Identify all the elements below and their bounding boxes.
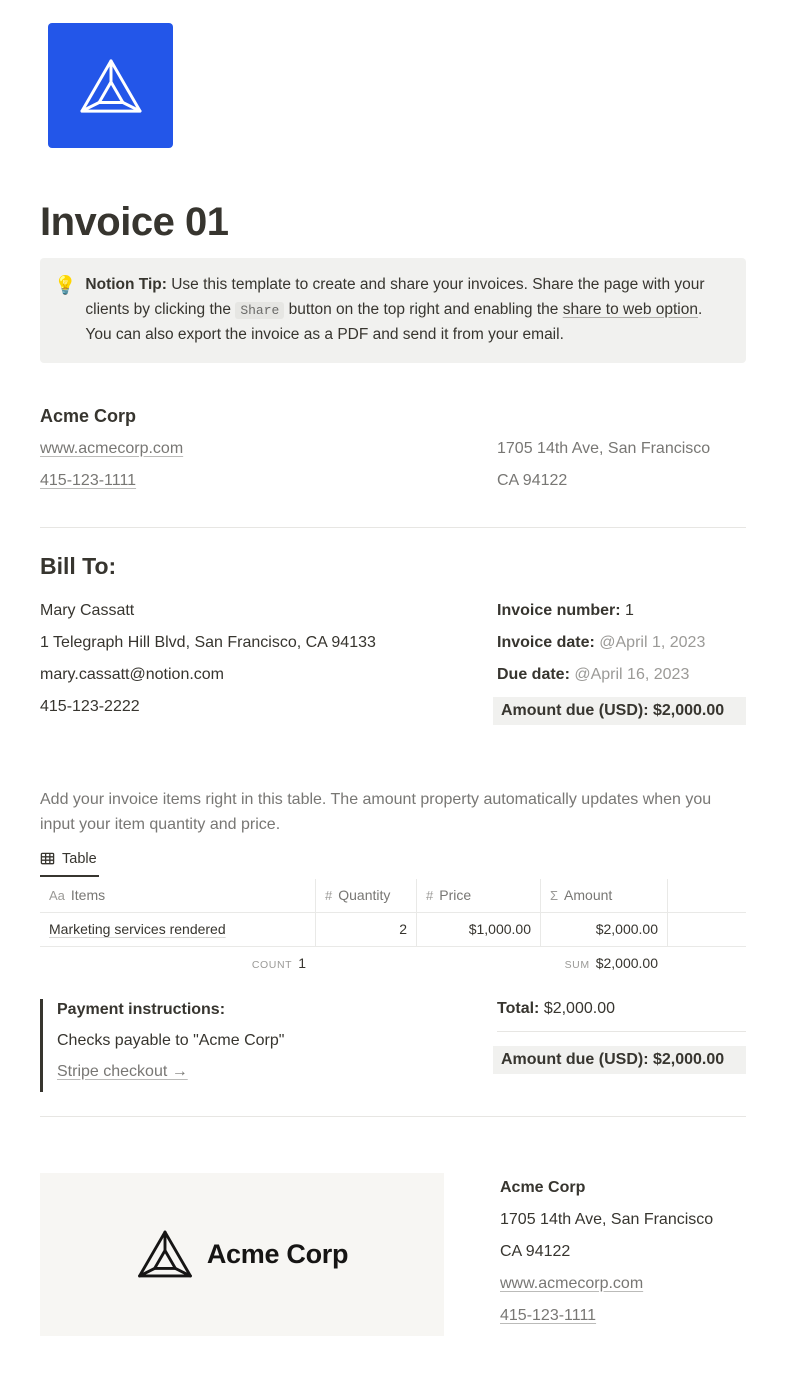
company-address-line1: 1705 14th Ave, San Francisco	[497, 439, 711, 457]
text-property-icon: Aa	[49, 887, 65, 903]
column-header-empty[interactable]	[667, 879, 746, 913]
payment-instructions-line: Checks payable to "Acme Corp"	[57, 1031, 285, 1049]
page-icon[interactable]	[48, 23, 173, 148]
due-date-mention[interactable]: @April 16, 2023	[574, 665, 690, 683]
callout-text-3: . You can also export the invoice as a PDF and send it from your email.	[85, 300, 703, 343]
table-description: Add your invoice items right in this table. The amount property automatically updates when you input your item quantity and price.	[40, 790, 712, 833]
table-row-cell-amount[interactable]: $2,000.00	[540, 913, 667, 947]
view-tab-bar	[40, 849, 746, 877]
count-calculation[interactable]	[40, 955, 315, 979]
column-header-amount[interactable]	[540, 879, 667, 913]
table-row-cell-items[interactable]	[40, 913, 315, 947]
page-title: Invoice 01	[40, 200, 229, 244]
company-address-line2: CA 94122	[497, 471, 568, 489]
footer-company-details	[500, 1173, 713, 1338]
totals-column	[497, 999, 746, 1092]
number-property-icon: #	[325, 887, 333, 903]
total-value: $2,000.00	[543, 999, 615, 1017]
notion-tip-callout	[40, 258, 746, 363]
column-label: Amount	[564, 887, 613, 903]
client-address: 1 Telegraph Hill Blvd, San Francisco, CA 94133	[40, 633, 376, 651]
due-date-row	[497, 665, 746, 685]
penrose-triangle-icon	[78, 56, 144, 116]
amount-due-label: Amount due (USD):	[501, 701, 649, 719]
footer-address-line1: 1705 14th Ave, San Francisco	[500, 1210, 714, 1228]
table-row-cell-empty[interactable]	[667, 913, 746, 947]
divider	[497, 1031, 746, 1032]
table-grid-icon	[40, 851, 55, 866]
bill-to-details	[40, 601, 746, 737]
invoice-number-label: Invoice number:	[497, 601, 621, 619]
sum-value: $2,000.00	[595, 954, 658, 971]
client-email: mary.cassatt@notion.com	[40, 665, 225, 683]
invoice-number-row	[497, 601, 746, 621]
number-property-icon: #	[426, 887, 434, 903]
amount-due-value: $2,000.00	[652, 701, 725, 719]
callout-text	[85, 273, 730, 348]
column-label: Price	[439, 887, 472, 903]
payment-instructions-label: Payment instructions:	[57, 1000, 226, 1018]
company-name-heading: Acme Corp	[40, 405, 137, 426]
amount-due-final-row	[493, 1046, 746, 1074]
company-phone-link[interactable]: 415-123-1111	[40, 471, 137, 489]
invoice-date-label: Invoice date:	[497, 633, 595, 651]
column-label: Items	[70, 887, 106, 903]
client-name: Mary Cassatt	[40, 601, 135, 619]
tab-table-view[interactable]	[40, 849, 99, 877]
count-value: 1	[298, 954, 306, 971]
invoice-date-mention[interactable]: @April 1, 2023	[599, 633, 706, 651]
column-label: Quantity	[338, 887, 391, 903]
invoice-number-value: 1	[625, 601, 634, 619]
total-row	[497, 999, 746, 1019]
footer-address-line2: CA 94122	[500, 1242, 571, 1260]
share-button-code: Share	[235, 302, 284, 319]
payment-section	[40, 999, 746, 1092]
amount-due-final-label: Amount due (USD):	[501, 1050, 649, 1068]
sum-label: SUM	[564, 958, 590, 971]
table-calculations	[40, 947, 746, 979]
count-label: COUNT	[251, 958, 293, 971]
bill-to-heading: Bill To:	[40, 552, 117, 579]
company-logo-image	[40, 1173, 444, 1336]
company-details	[40, 439, 746, 503]
invoice-page	[0, 23, 794, 1338]
tab-table-label: Table	[62, 850, 97, 867]
column-header-price[interactable]	[416, 879, 540, 913]
amount-due-final-value: $2,000.00	[652, 1050, 725, 1068]
divider	[40, 527, 746, 528]
footer-company-name: Acme Corp	[500, 1178, 586, 1196]
stripe-checkout-link[interactable]: Stripe checkout →	[57, 1062, 188, 1080]
total-label: Total:	[497, 999, 540, 1017]
lightbulb-icon: 💡	[54, 275, 77, 295]
item-title[interactable]: Marketing services rendered	[49, 921, 226, 937]
footer-section	[40, 1173, 746, 1338]
amount-due-row	[493, 697, 746, 725]
callout-text-1: Use this template to create and share your invoices. Share the page with your clients by clicking the	[85, 276, 705, 318]
callout-text-2: button on the top right and enabling the	[284, 300, 563, 318]
footer-website-link[interactable]: www.acmecorp.com	[500, 1274, 644, 1292]
divider	[40, 1116, 746, 1117]
payment-instructions-quote	[40, 999, 497, 1092]
footer-phone-link[interactable]: 415-123-1111	[500, 1306, 597, 1324]
penrose-triangle-icon	[136, 1228, 194, 1280]
table-row-cell-quantity[interactable]: 2	[315, 913, 416, 947]
invoice-date-row	[497, 633, 746, 653]
share-to-web-link[interactable]: share to web option	[562, 300, 698, 318]
callout-bold-label: Notion Tip:	[85, 276, 167, 293]
due-date-label: Due date:	[497, 665, 570, 683]
invoice-items-table	[40, 879, 746, 947]
table-row-cell-price[interactable]: $1,000.00	[416, 913, 540, 947]
client-phone: 415-123-2222	[40, 697, 140, 715]
logo-wordmark: Acme Corp	[206, 1238, 349, 1269]
sum-calculation[interactable]	[540, 955, 667, 979]
formula-property-icon: Σ	[550, 887, 559, 903]
column-header-quantity[interactable]	[315, 879, 416, 913]
column-header-items[interactable]	[40, 879, 315, 913]
company-website-link[interactable]: www.acmecorp.com	[40, 439, 184, 457]
